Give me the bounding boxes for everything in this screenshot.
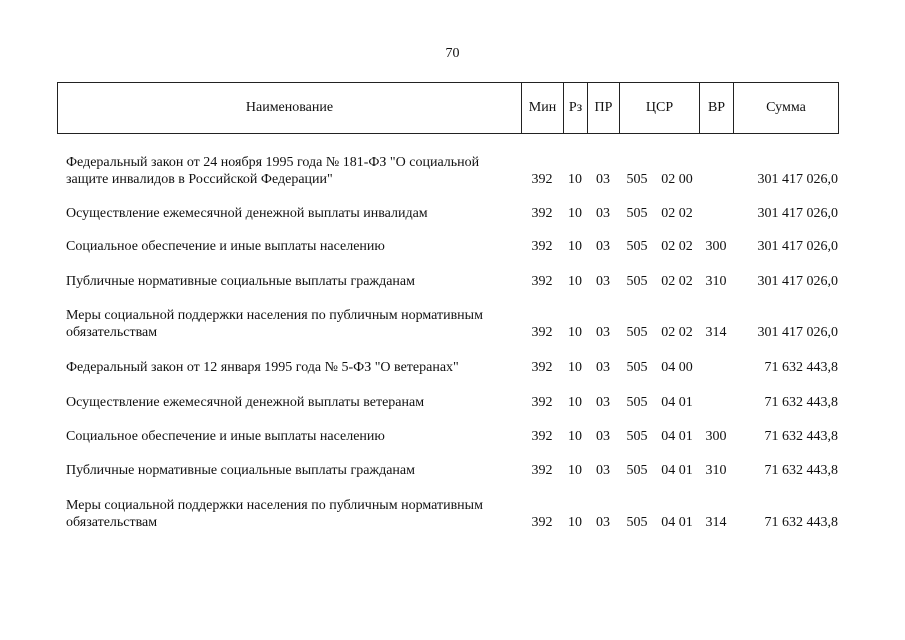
row-csr-sub: 02 02 bbox=[661, 274, 693, 289]
row-pr: 03 bbox=[596, 360, 610, 375]
row-pr: 03 bbox=[596, 429, 610, 444]
row-csr-sub: 02 02 bbox=[661, 239, 693, 254]
row-vr: 300 bbox=[705, 239, 727, 254]
row-min: 392 bbox=[531, 360, 553, 375]
row-min: 392 bbox=[531, 463, 553, 478]
row-rz: 10 bbox=[568, 360, 582, 375]
row-min: 392 bbox=[531, 395, 553, 410]
row-csr-program: 505 bbox=[626, 515, 648, 530]
row-csr-program: 505 bbox=[626, 463, 648, 478]
row-vr: 310 bbox=[705, 274, 727, 289]
row-vr: 314 bbox=[705, 325, 727, 340]
row-sum: 301 417 026,0 bbox=[757, 206, 838, 221]
row-csr-program: 505 bbox=[626, 395, 648, 410]
row-sum: 71 632 443,8 bbox=[764, 429, 838, 444]
header-csr: ЦСР bbox=[620, 83, 700, 134]
row-sum: 301 417 026,0 bbox=[757, 172, 838, 187]
row-csr-sub: 02 02 bbox=[661, 206, 693, 221]
row-name: Социальное обеспечение и иные выплаты населению bbox=[66, 239, 385, 254]
row-sum: 301 417 026,0 bbox=[757, 325, 838, 340]
header-pr: ПР bbox=[588, 83, 620, 134]
row-name: Меры социальной поддержки населения по публичным нормативным обязательствам bbox=[66, 498, 483, 530]
row-name: Федеральный закон от 24 ноября 1995 года № 181-ФЗ "О социальной защите инвалидов в Российской Федерации" bbox=[66, 155, 480, 187]
row-vr: 300 bbox=[705, 429, 727, 444]
row-csr-sub: 02 00 bbox=[661, 172, 693, 187]
row-pr: 03 bbox=[596, 395, 610, 410]
row-name: Публичные нормативные социальные выплаты гражданам bbox=[66, 463, 415, 478]
row-sum: 301 417 026,0 bbox=[757, 274, 838, 289]
row-min: 392 bbox=[531, 274, 553, 289]
row-name: Осуществление ежемесячной денежной выплаты ветеранам bbox=[66, 395, 425, 410]
row-csr-program: 505 bbox=[626, 239, 648, 254]
row-sum: 301 417 026,0 bbox=[757, 239, 838, 254]
header-rz: Рз bbox=[564, 83, 588, 134]
row-pr: 03 bbox=[596, 172, 610, 187]
row-rz: 10 bbox=[568, 172, 582, 187]
row-name: Федеральный закон от 12 января 1995 года № 5-ФЗ "О ветеранах" bbox=[66, 360, 459, 375]
row-csr-program: 505 bbox=[626, 429, 648, 444]
row-sum: 71 632 443,8 bbox=[764, 463, 838, 478]
row-pr: 03 bbox=[596, 274, 610, 289]
row-sum: 71 632 443,8 bbox=[764, 515, 838, 530]
row-pr: 03 bbox=[596, 515, 610, 530]
row-vr: 310 bbox=[705, 463, 727, 478]
row-csr-sub: 04 01 bbox=[661, 463, 693, 478]
header-min: Мин bbox=[522, 83, 564, 134]
row-sum: 71 632 443,8 bbox=[764, 395, 838, 410]
row-name: Социальное обеспечение и иные выплаты населению bbox=[66, 429, 385, 444]
row-rz: 10 bbox=[568, 206, 582, 221]
row-rz: 10 bbox=[568, 395, 582, 410]
row-name: Осуществление ежемесячной денежной выплаты инвалидам bbox=[66, 206, 428, 221]
row-min: 392 bbox=[531, 429, 553, 444]
row-pr: 03 bbox=[596, 325, 610, 340]
row-csr-sub: 02 02 bbox=[661, 325, 693, 340]
row-rz: 10 bbox=[568, 463, 582, 478]
row-rz: 10 bbox=[568, 429, 582, 444]
row-csr-program: 505 bbox=[626, 274, 648, 289]
header-vr: ВР bbox=[700, 83, 734, 134]
row-min: 392 bbox=[531, 325, 553, 340]
row-min: 392 bbox=[531, 239, 553, 254]
row-name: Публичные нормативные социальные выплаты гражданам bbox=[66, 274, 415, 289]
row-rz: 10 bbox=[568, 274, 582, 289]
header-sum: Сумма bbox=[734, 83, 839, 134]
row-sum: 71 632 443,8 bbox=[764, 360, 838, 375]
row-csr-sub: 04 01 bbox=[661, 515, 693, 530]
row-rz: 10 bbox=[568, 239, 582, 254]
row-pr: 03 bbox=[596, 206, 610, 221]
row-min: 392 bbox=[531, 172, 553, 187]
row-csr-sub: 04 01 bbox=[661, 429, 693, 444]
row-csr-sub: 04 01 bbox=[661, 395, 693, 410]
page-number: 70 bbox=[445, 46, 460, 61]
row-name: Меры социальной поддержки населения по публичным нормативным обязательствам bbox=[66, 308, 483, 340]
row-rz: 10 bbox=[568, 325, 582, 340]
row-min: 392 bbox=[531, 206, 553, 221]
row-rz: 10 bbox=[568, 515, 582, 530]
row-csr-program: 505 bbox=[626, 172, 648, 187]
row-csr-program: 505 bbox=[626, 325, 648, 340]
row-pr: 03 bbox=[596, 239, 610, 254]
row-min: 392 bbox=[531, 515, 553, 530]
row-csr-sub: 04 00 bbox=[661, 360, 693, 375]
row-csr-program: 505 bbox=[626, 360, 648, 375]
row-pr: 03 bbox=[596, 463, 610, 478]
row-vr: 314 bbox=[705, 515, 727, 530]
row-csr-program: 505 bbox=[626, 206, 648, 221]
header-name: Наименование bbox=[58, 83, 522, 134]
